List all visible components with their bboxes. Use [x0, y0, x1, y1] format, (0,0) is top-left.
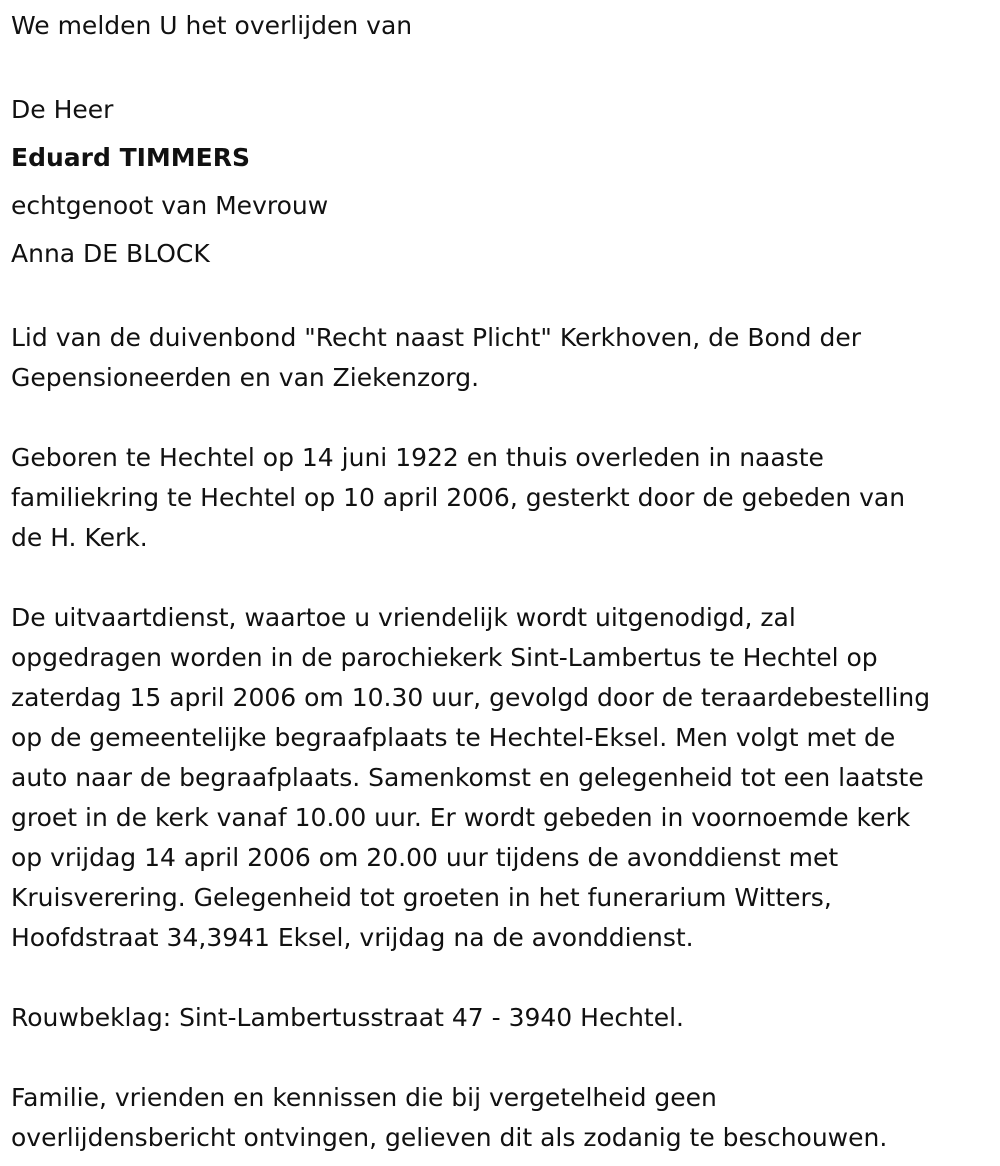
service-line: zaterdag 15 april 2006 om 10.30 uur, gevolgd door de teraardebestelling — [11, 683, 931, 712]
service-paragraph — [11, 598, 1000, 958]
birth-death-paragraph — [11, 438, 1000, 558]
intro-paragraph — [11, 6, 1000, 46]
membership-line: Gepensioneerden en van Ziekenzorg. — [11, 363, 480, 392]
spacer — [11, 958, 1000, 998]
spacer — [11, 1038, 1000, 1078]
birth-death-line: familiekring te Hechtel op 10 april 2006, gesterkt door de gebeden van — [11, 483, 906, 512]
closing-paragraph — [11, 1078, 1000, 1158]
service-line: De uitvaartdienst, waartoe u vriendelijk wordt uitgenodigd, zal — [11, 603, 796, 632]
service-line: Kruisverering. Gelegenheid tot groeten in het funerarium Witters, — [11, 883, 832, 912]
service-line: auto naar de begraafplaats. Samenkomst en gelegenheid tot een laatste — [11, 763, 924, 792]
closing-line: Familie, vrienden en kennissen die bij vergetelheid geen — [11, 1083, 717, 1112]
birth-death-line: Geboren te Hechtel op 14 juni 1922 en thuis overleden in naaste — [11, 443, 824, 472]
service-line: opgedragen worden in de parochiekerk Sint-Lambertus te Hechtel op — [11, 643, 878, 672]
service-line: Hoofdstraat 34,3941 Eksel, vrijdag na de avonddienst. — [11, 923, 694, 952]
deceased-block — [11, 86, 1000, 278]
membership-line: Lid van de duivenbond "Recht naast Plicht" Kerkhoven, de Bond der — [11, 323, 861, 352]
spacer — [11, 558, 1000, 598]
spacer — [11, 398, 1000, 438]
condolence-line: Rouwbeklag: Sint-Lambertusstraat 47 - 3940 Hechtel. — [11, 1003, 684, 1032]
service-line: op de gemeentelijke begraafplaats te Hechtel-Eksel. Men volgt met de — [11, 723, 896, 752]
spouse-line: echtgenoot van Mevrouw — [11, 191, 329, 220]
deceased-name: Eduard TIMMERS — [11, 143, 251, 172]
membership-paragraph — [11, 318, 1000, 398]
title-prefix: De Heer — [11, 95, 114, 124]
spacer — [11, 46, 1000, 86]
service-line: op vrijdag 14 april 2006 om 20.00 uur tijdens de avonddienst met — [11, 843, 839, 872]
service-line: groet in de kerk vanaf 10.00 uur. Er wordt gebeden in voornoemde kerk — [11, 803, 911, 832]
closing-line: overlijdensbericht ontvingen, gelieven dit als zodanig te beschouwen. — [11, 1123, 888, 1152]
intro-line: We melden U het overlijden van — [11, 11, 413, 40]
condolence-paragraph — [11, 998, 1000, 1038]
spacer — [11, 278, 1000, 318]
birth-death-line: de H. Kerk. — [11, 523, 148, 552]
spouse-name: Anna DE BLOCK — [11, 239, 210, 268]
